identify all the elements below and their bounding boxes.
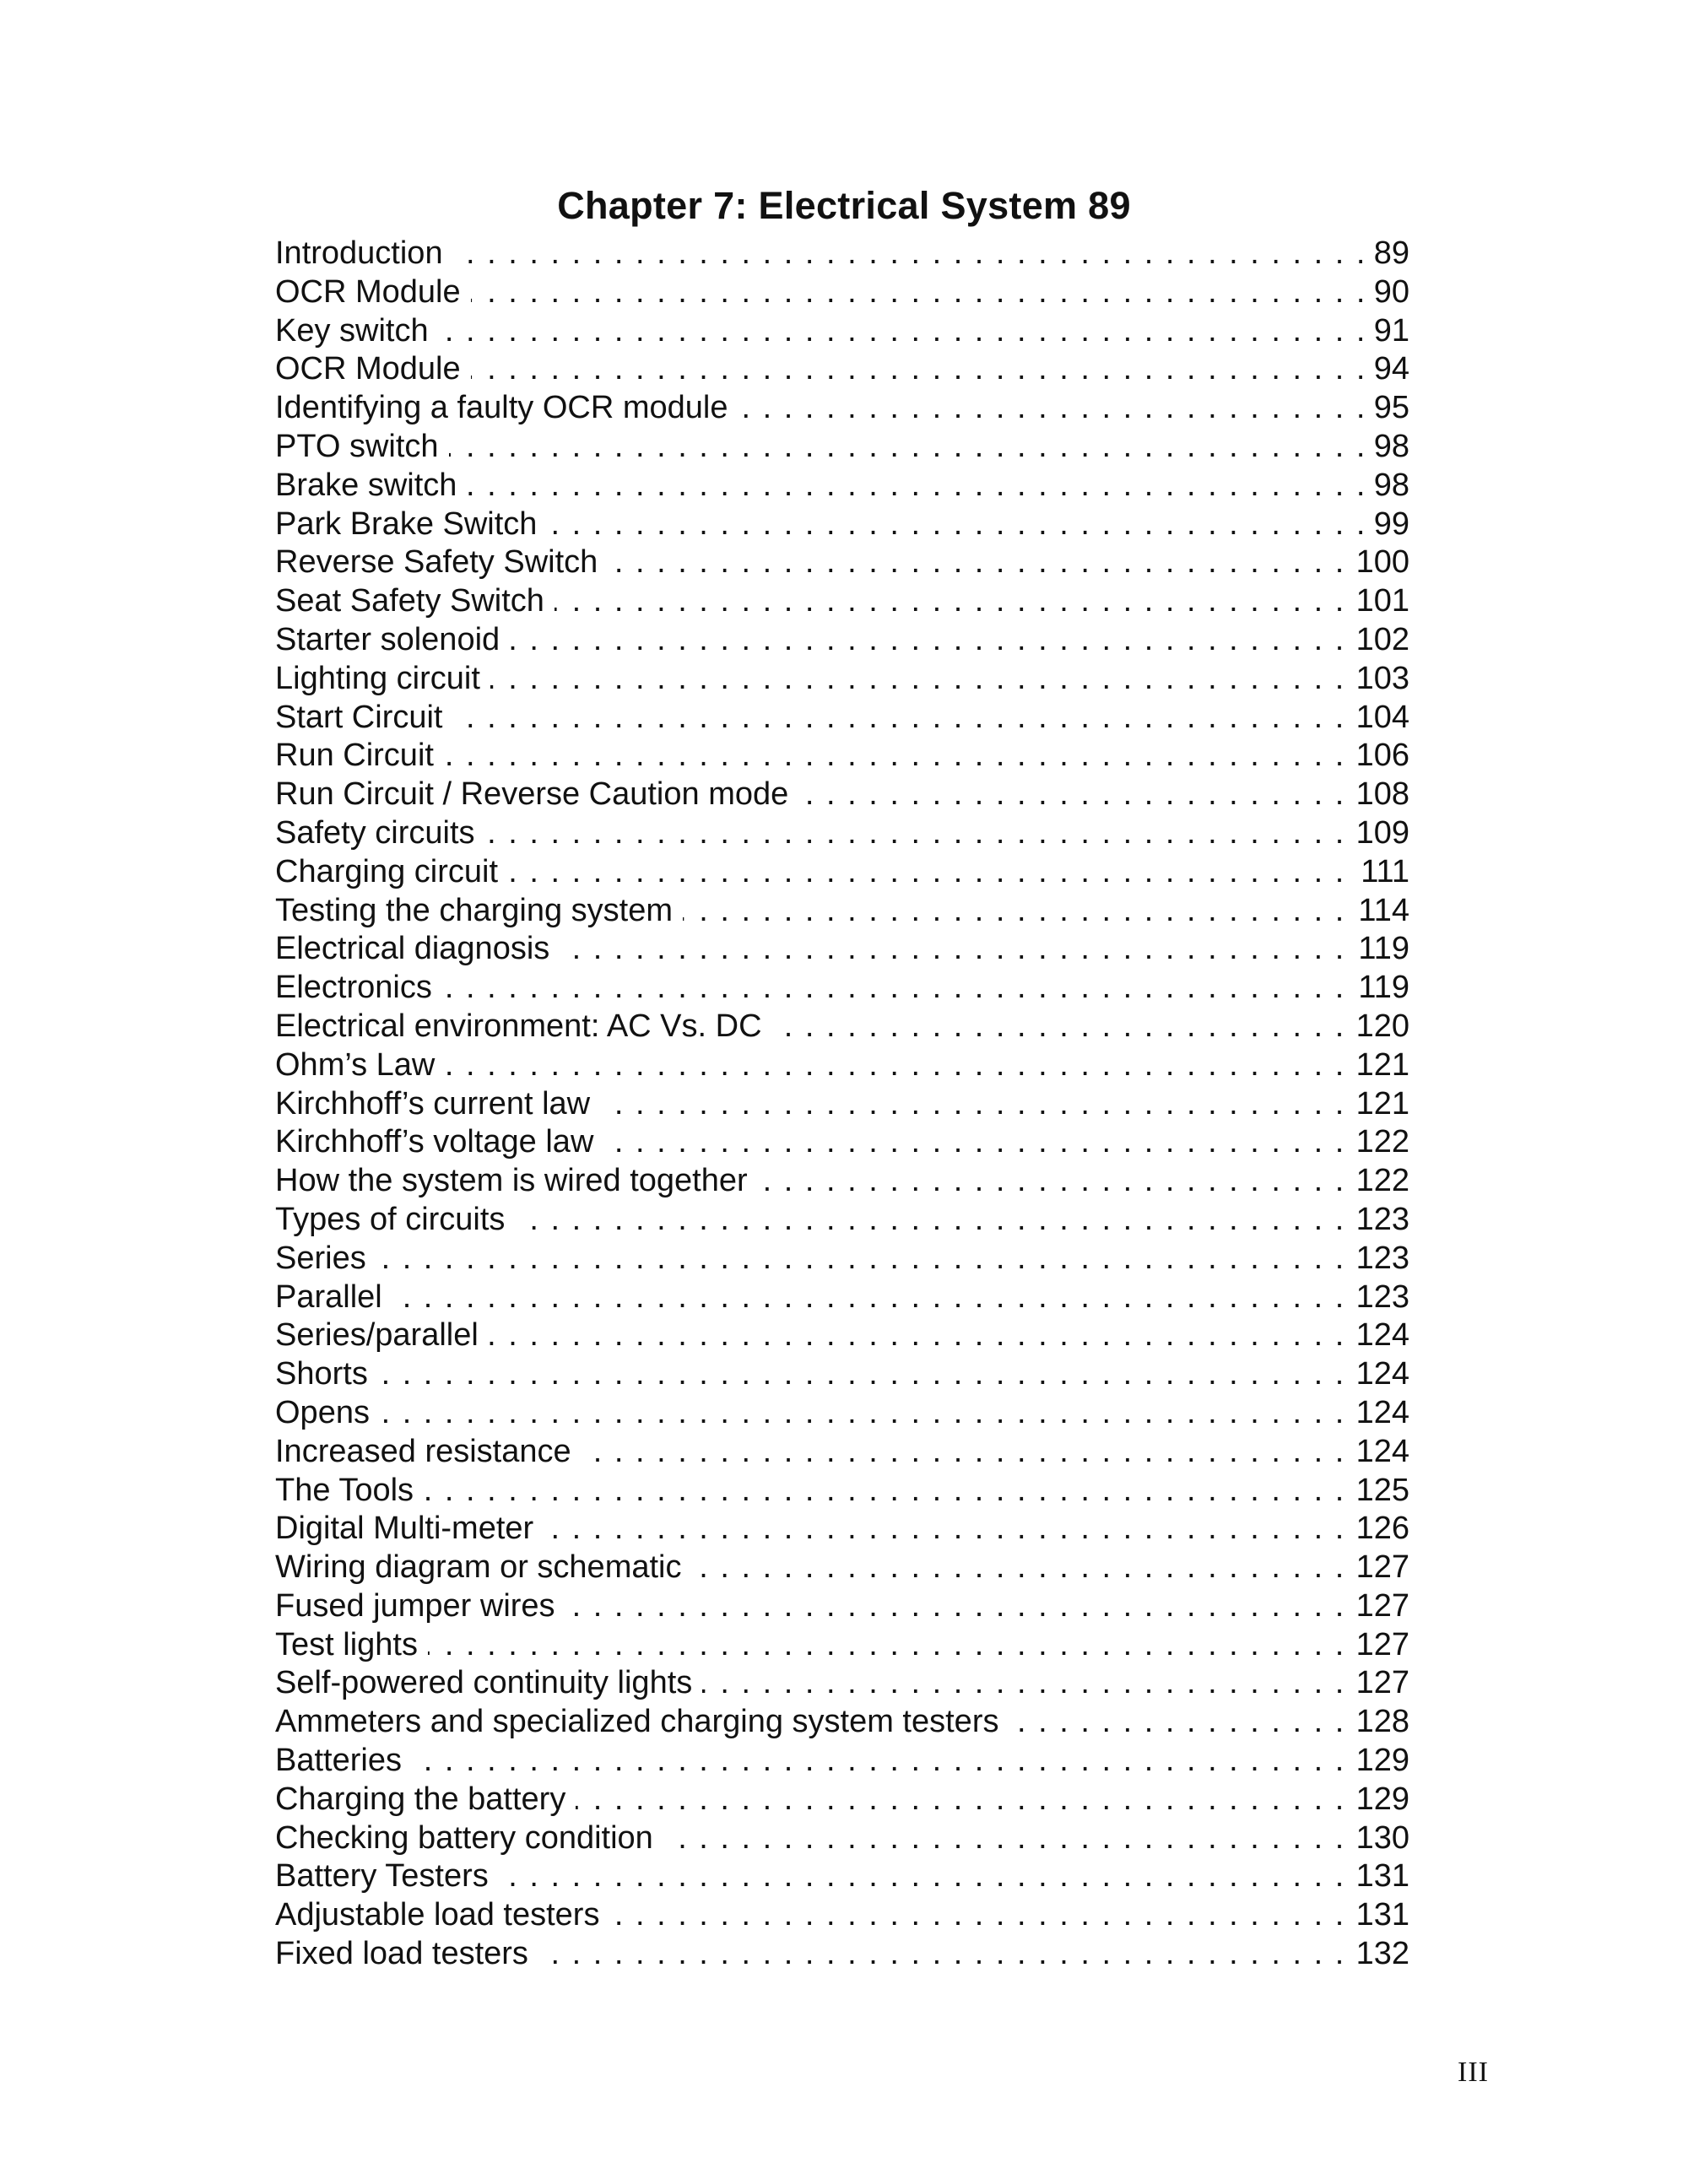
toc-entry-page: 127 [1351,1626,1409,1665]
toc-entry [275,776,1409,814]
toc-entry-title: The Tools [275,1473,424,1508]
toc-entry-page: 129 [1351,1781,1409,1819]
toc-entry [275,1085,1409,1124]
toc-entry-title: Reverse Safety Switch [275,544,608,580]
toc-entry-page: 130 [1351,1819,1409,1858]
page-number: III [1458,2057,1489,2088]
toc-entry [275,389,1409,428]
toc-entry-title: Parallel [275,1279,392,1315]
toc-entry-title: Run Circuit [275,738,444,773]
toc-entry-title: Ohm’s Law [275,1047,445,1083]
toc-entry [275,1279,1409,1317]
toc-entry [275,1201,1409,1240]
toc-entry-title: Ammeters and specialized charging system testers [275,1704,1009,1739]
toc-entry-page: 100 [1351,543,1409,582]
toc-entry [275,814,1409,853]
toc-entry-page: 119 [1353,969,1409,1008]
toc-entry [275,737,1409,776]
toc-entry-title: Types of circuits [275,1202,515,1237]
toc-entry-title: Charging circuit [275,854,508,889]
toc-entry [275,1433,1409,1472]
toc-entry-title: Self-powered continuity lights [275,1665,702,1700]
toc-entry [275,1510,1409,1549]
toc-entry-title: Adjustable load testers [275,1897,609,1933]
toc-entry-title: Wiring diagram or schematic [275,1549,691,1585]
toc-entry-title: Kirchhoff’s current law [275,1086,600,1122]
toc-entry-title: Identifying a faulty OCR module [275,390,738,425]
toc-entry-page: 99 [1369,505,1409,544]
toc-entry-title: Batteries [275,1743,412,1778]
toc-entry-title: How the system is wired together [275,1163,758,1198]
toc-entry-page: 119 [1353,930,1409,969]
toc-entry-page: 127 [1351,1587,1409,1626]
toc-entry-title: Lighting circuit [275,661,490,696]
toc-entry [275,428,1409,467]
toc-entry-title: Checking battery condition [275,1820,663,1856]
toc-entry [275,1703,1409,1742]
toc-entry [275,582,1409,621]
toc-entry-page: 120 [1351,1008,1409,1046]
toc-entry [275,1123,1409,1162]
toc-entry-title: Electrical environment: AC Vs. DC [275,1008,772,1044]
toc-entry-title: Electronics [275,970,442,1005]
toc-entry [275,1935,1409,1974]
toc-entry-title: Start Circuit [275,700,452,735]
toc-entry-page: 124 [1351,1394,1409,1433]
toc-entry [275,1781,1409,1819]
toc-entry-title: Electrical diagnosis [275,931,560,966]
toc-entry-page: 98 [1369,467,1409,505]
toc-entry-title: Charging the battery [275,1781,576,1817]
toc-entry-page: 123 [1351,1201,1409,1240]
toc-entry-page: 98 [1369,428,1409,467]
toc-entry-title: Brake switch [275,468,467,503]
toc-entry-page: 121 [1351,1085,1409,1124]
toc-entry [275,1394,1409,1433]
toc-entry [275,621,1409,660]
toc-entry-title: Series [275,1241,376,1276]
toc-entry [275,1046,1409,1085]
toc-entry-page: 106 [1351,737,1409,776]
toc-entry-page: 127 [1351,1549,1409,1587]
toc-entry [275,543,1409,582]
toc-entry [275,1626,1409,1665]
toc-entry-title: Test lights [275,1627,428,1662]
toc-entry-page: 126 [1351,1510,1409,1549]
toc-entry-title: PTO switch [275,429,449,464]
toc-entry-page: 124 [1351,1433,1409,1472]
toc-entry [275,1549,1409,1587]
toc-entry-page: 89 [1369,235,1409,273]
toc-entry [275,312,1409,351]
toc-entry [275,892,1409,931]
toc-entry [275,1162,1409,1201]
toc-entry-title: Run Circuit / Reverse Caution mode [275,776,798,812]
toc-entry-page: 125 [1351,1472,1409,1511]
toc-entry-page: 102 [1351,621,1409,660]
toc-entry-page: 91 [1369,312,1409,351]
toc-entry-page: 121 [1351,1046,1409,1085]
toc-entry [275,853,1409,892]
toc-entry-title: Battery Testers [275,1858,499,1894]
toc-entry-page: 114 [1353,892,1409,931]
toc-entry [275,1896,1409,1935]
toc-entry-page: 131 [1351,1896,1409,1935]
toc-entry-page: 131 [1351,1857,1409,1896]
toc-entry-title: Seat Safety Switch [275,583,555,619]
toc-entry [275,505,1409,544]
toc-entry-title: Kirchhoff’s voltage law [275,1124,603,1160]
toc-entry-page: 124 [1351,1316,1409,1355]
toc-entry [275,1240,1409,1279]
toc-entry-title: Series/parallel [275,1317,489,1353]
toc-entry [275,1587,1409,1626]
toc-entry-title: Opens [275,1395,380,1430]
toc-entry-page: 132 [1351,1935,1409,1974]
toc-entry-page: 90 [1369,273,1409,312]
toc-entry [275,1472,1409,1511]
toc-entry-page: 103 [1351,660,1409,699]
toc-entry-title: OCR Module [275,351,471,387]
toc-entry-page: 109 [1351,814,1409,853]
toc-entry [275,467,1409,505]
toc-entry [275,1316,1409,1355]
toc-entry-title: Key switch [275,313,439,349]
toc-entry-page: 108 [1351,776,1409,814]
toc-entry-page: 95 [1369,389,1409,428]
toc-entry-page: 122 [1351,1123,1409,1162]
chapter-heading: Chapter 7: Electrical System 89 [557,184,1131,227]
toc-entry-title: Starter solenoid [275,622,510,657]
toc-entry [275,1008,1409,1046]
toc-entry-page: 123 [1351,1240,1409,1279]
toc-entry-page: 129 [1351,1742,1409,1781]
toc-entry [275,1857,1409,1896]
toc-entry [275,235,1409,273]
toc-entry-page: 104 [1351,699,1409,738]
toc-entry-title: Testing the charging system [275,893,683,928]
toc-entry [275,930,1409,969]
toc-entry-title: Digital Multi-meter [275,1511,544,1546]
toc-entry [275,1742,1409,1781]
table-of-contents [275,235,1409,1974]
toc-entry [275,699,1409,738]
toc-entry-page: 111 [1355,853,1409,892]
toc-entry-page: 101 [1351,582,1409,621]
toc-entry [275,350,1409,389]
toc-entry-title: Park Brake Switch [275,506,547,542]
toc-entry-title: Safety circuits [275,815,485,851]
toc-entry-title: Shorts [275,1356,378,1392]
toc-entry-title: Increased resistance [275,1434,582,1469]
toc-entry-page: 124 [1351,1355,1409,1394]
toc-entry-page: 123 [1351,1279,1409,1317]
toc-entry [275,969,1409,1008]
toc-entry-page: 122 [1351,1162,1409,1201]
toc-entry-page: 127 [1351,1664,1409,1703]
toc-entry-page: 94 [1369,350,1409,389]
toc-entry [275,1819,1409,1858]
toc-entry-page: 128 [1351,1703,1409,1742]
toc-entry-title: Fixed load testers [275,1936,538,1971]
toc-entry-title: OCR Module [275,274,471,310]
toc-entry [275,273,1409,312]
toc-entry [275,1355,1409,1394]
toc-entry-title: Fused jumper wires [275,1588,565,1624]
toc-entry [275,660,1409,699]
toc-entry-title: Introduction [275,235,453,271]
toc-entry [275,1664,1409,1703]
